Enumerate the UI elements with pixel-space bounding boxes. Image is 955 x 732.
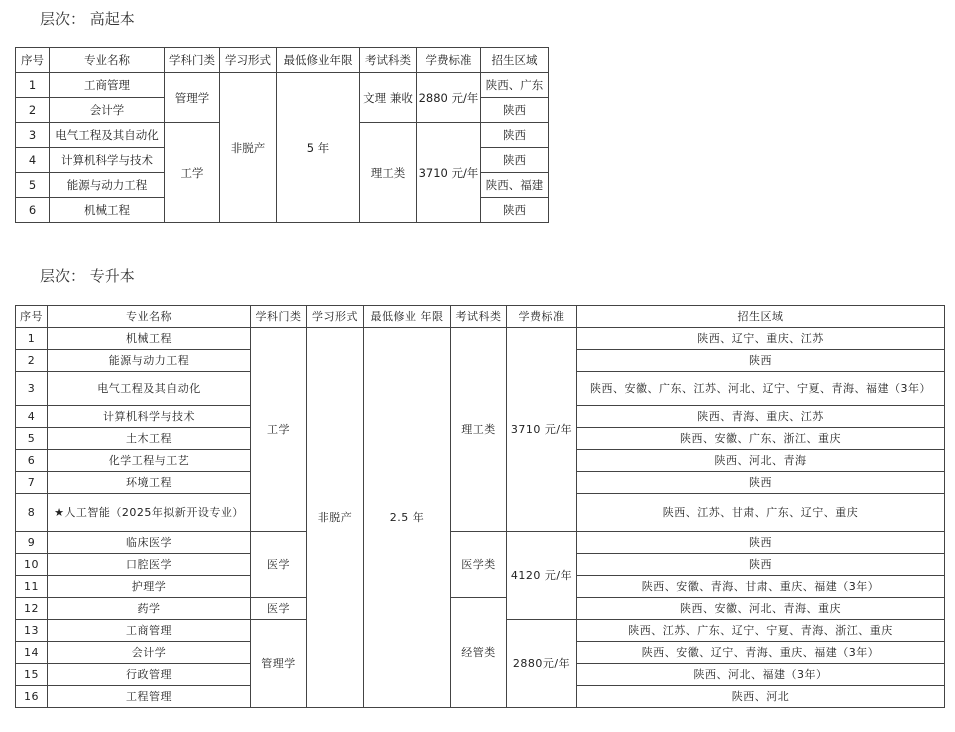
header-cell: 学习形式 bbox=[220, 48, 277, 73]
header-cell: 考试科类 bbox=[451, 306, 507, 328]
category-cell: 管理学 bbox=[251, 620, 307, 708]
row-number: 2 bbox=[16, 98, 50, 123]
region-cell: 陕西 bbox=[577, 554, 945, 576]
category-cell: 医学 bbox=[251, 532, 307, 598]
table-row bbox=[16, 73, 549, 98]
study-form-cell: 非脱产 bbox=[307, 328, 364, 708]
major-name: 能源与动力工程 bbox=[48, 350, 251, 372]
exam-type-cell: 医学类 bbox=[451, 532, 507, 598]
region-cell: 陕西、青海、重庆、江苏 bbox=[577, 406, 945, 428]
header-cell: 专业名称 bbox=[50, 48, 165, 73]
table-header-row bbox=[16, 306, 945, 328]
years-cell: 5 年 bbox=[277, 73, 360, 223]
row-number: 1 bbox=[16, 328, 48, 350]
region-cell: 陕西 bbox=[481, 123, 549, 148]
major-name: 机械工程 bbox=[50, 198, 165, 223]
category-cell: 管理学 bbox=[165, 73, 220, 123]
major-name: 会计学 bbox=[48, 642, 251, 664]
region-cell: 陕西、安徽、河北、青海、重庆 bbox=[577, 598, 945, 620]
exam-type-cell: 文理 兼收 bbox=[360, 73, 417, 123]
row-number: 16 bbox=[16, 686, 48, 708]
fee-cell: 3710 元/年 bbox=[417, 123, 481, 223]
row-number: 4 bbox=[16, 406, 48, 428]
region-cell: 陕西 bbox=[577, 350, 945, 372]
row-number: 12 bbox=[16, 598, 48, 620]
table-row bbox=[16, 328, 945, 350]
major-name: 口腔医学 bbox=[48, 554, 251, 576]
region-cell: 陕西、安徽、青海、甘肃、重庆、福建（3年） bbox=[577, 576, 945, 598]
header-cell: 专业名称 bbox=[48, 306, 251, 328]
row-number: 5 bbox=[16, 173, 50, 198]
region-cell: 陕西、河北 bbox=[577, 686, 945, 708]
major-name: 行政管理 bbox=[48, 664, 251, 686]
major-name: 计算机科学与技术 bbox=[50, 148, 165, 173]
row-number: 6 bbox=[16, 198, 50, 223]
row-number: 5 bbox=[16, 428, 48, 450]
major-name: 会计学 bbox=[50, 98, 165, 123]
region-cell: 陕西、福建 bbox=[481, 173, 549, 198]
row-number: 6 bbox=[16, 450, 48, 472]
region-cell: 陕西 bbox=[481, 198, 549, 223]
row-number: 3 bbox=[16, 372, 48, 406]
row-number: 8 bbox=[16, 494, 48, 532]
header-cell: 学科门类 bbox=[165, 48, 220, 73]
major-name: 计算机科学与技术 bbox=[48, 406, 251, 428]
region-cell: 陕西、河北、青海 bbox=[577, 450, 945, 472]
region-cell: 陕西、河北、福建（3年） bbox=[577, 664, 945, 686]
exam-type-cell: 理工类 bbox=[360, 123, 417, 223]
section-heading-gaoqiben: 层次： 高起本 bbox=[40, 10, 135, 28]
major-name: 工商管理 bbox=[50, 73, 165, 98]
row-number: 13 bbox=[16, 620, 48, 642]
fee-cell: 4120 元/年 bbox=[507, 532, 577, 620]
row-number: 2 bbox=[16, 350, 48, 372]
fee-cell: 3710 元/年 bbox=[507, 328, 577, 532]
section-heading-zhuanshengben: 层次： 专升本 bbox=[40, 267, 135, 285]
major-name: 能源与动力工程 bbox=[50, 173, 165, 198]
fee-cell: 2880 元/年 bbox=[417, 73, 481, 123]
region-cell: 陕西、安徽、辽宁、青海、重庆、福建（3年） bbox=[577, 642, 945, 664]
header-cell: 学习形式 bbox=[307, 306, 364, 328]
row-number: 10 bbox=[16, 554, 48, 576]
row-number: 4 bbox=[16, 148, 50, 173]
region-cell: 陕西、广东 bbox=[481, 73, 549, 98]
header-cell: 招生区域 bbox=[577, 306, 945, 328]
table-header-row bbox=[16, 48, 549, 73]
region-cell: 陕西、江苏、广东、辽宁、宁夏、青海、浙江、重庆 bbox=[577, 620, 945, 642]
header-cell: 学科门类 bbox=[251, 306, 307, 328]
major-name: ★人工智能（2025年拟新开设专业） bbox=[48, 494, 251, 532]
major-name: 护理学 bbox=[48, 576, 251, 598]
row-number: 11 bbox=[16, 576, 48, 598]
major-name: 临床医学 bbox=[48, 532, 251, 554]
major-name: 化学工程与工艺 bbox=[48, 450, 251, 472]
row-number: 7 bbox=[16, 472, 48, 494]
row-number: 9 bbox=[16, 532, 48, 554]
region-cell: 陕西 bbox=[577, 532, 945, 554]
exam-type-cell: 经管类 bbox=[451, 598, 507, 708]
row-number: 1 bbox=[16, 73, 50, 98]
header-cell: 最低修业 年限 bbox=[364, 306, 451, 328]
major-name: 环境工程 bbox=[48, 472, 251, 494]
category-cell: 工学 bbox=[165, 123, 220, 223]
years-cell: 2.5 年 bbox=[364, 328, 451, 708]
region-cell: 陕西、辽宁、重庆、江苏 bbox=[577, 328, 945, 350]
row-number: 14 bbox=[16, 642, 48, 664]
header-cell: 考试科类 bbox=[360, 48, 417, 73]
header-cell: 学费标准 bbox=[417, 48, 481, 73]
header-cell: 序号 bbox=[16, 48, 50, 73]
major-name: 工程管理 bbox=[48, 686, 251, 708]
header-cell: 招生区域 bbox=[481, 48, 549, 73]
major-name: 电气工程及其自动化 bbox=[48, 372, 251, 406]
region-cell: 陕西、江苏、甘肃、广东、辽宁、重庆 bbox=[577, 494, 945, 532]
exam-type-cell: 理工类 bbox=[451, 328, 507, 532]
category-cell: 工学 bbox=[251, 328, 307, 532]
zhuanshengben-table bbox=[15, 305, 945, 708]
row-number: 3 bbox=[16, 123, 50, 148]
major-name: 工商管理 bbox=[48, 620, 251, 642]
header-cell: 最低修业年限 bbox=[277, 48, 360, 73]
region-cell: 陕西、安徽、广东、浙江、重庆 bbox=[577, 428, 945, 450]
major-name: 药学 bbox=[48, 598, 251, 620]
table-row bbox=[16, 532, 945, 554]
study-form-cell: 非脱产 bbox=[220, 73, 277, 223]
region-cell: 陕西 bbox=[577, 472, 945, 494]
category-cell: 医学 bbox=[251, 598, 307, 620]
gaoqiben-table bbox=[15, 47, 549, 223]
table-row bbox=[16, 598, 945, 620]
major-name: 土木工程 bbox=[48, 428, 251, 450]
major-name: 机械工程 bbox=[48, 328, 251, 350]
region-cell: 陕西 bbox=[481, 148, 549, 173]
region-cell: 陕西 bbox=[481, 98, 549, 123]
header-cell: 学费标准 bbox=[507, 306, 577, 328]
region-cell: 陕西、安徽、广东、江苏、河北、辽宁、宁夏、青海、福建（3年） bbox=[577, 372, 945, 406]
major-name: 电气工程及其自动化 bbox=[50, 123, 165, 148]
header-cell: 序号 bbox=[16, 306, 48, 328]
fee-cell: 2880元/年 bbox=[507, 620, 577, 708]
row-number: 15 bbox=[16, 664, 48, 686]
